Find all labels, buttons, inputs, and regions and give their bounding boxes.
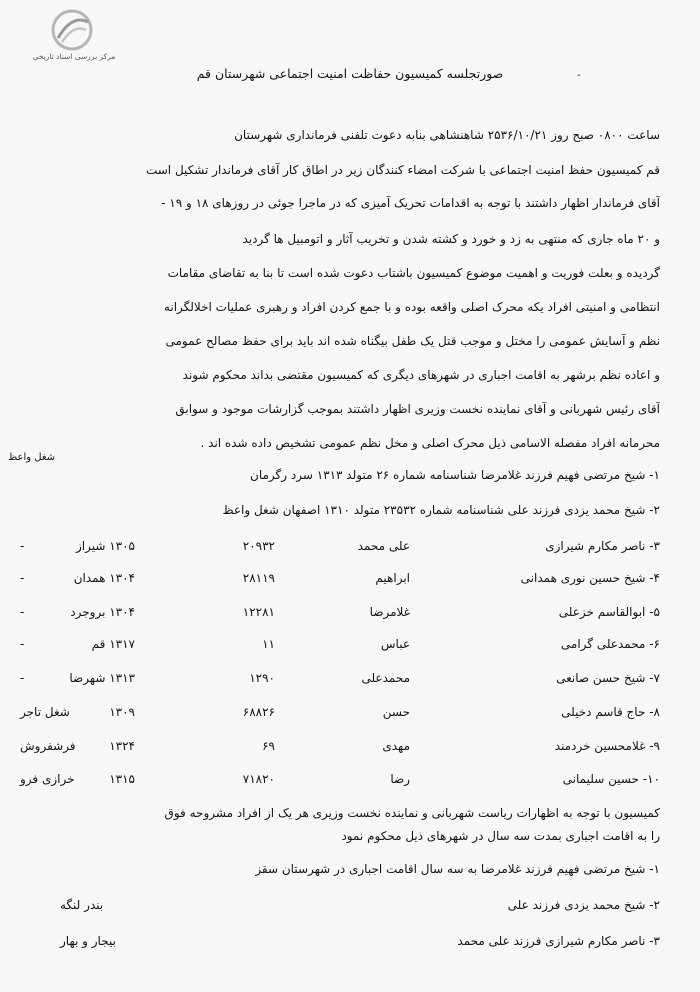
father-name-cell: علی محمد xyxy=(357,539,410,553)
intro-line: انتظامی و امنیتی افراد یکه محرک اصلی واقعه بوده و با جمع کردن افراد و رهبری عملیات اخلالگرانه xyxy=(163,300,660,314)
id-number-cell: ۶۹ xyxy=(262,739,275,753)
occupation-cell: - xyxy=(20,605,25,619)
intro-line: آقای فرماندار اظهار داشتند با توجه به اقدامات تحریک آمیزی که در ماجرا جوئی در روزهای ۱۸ و ۱۹ - xyxy=(161,196,660,210)
father-name-cell: محمدعلی xyxy=(361,671,410,685)
person-name-cell: ۵- ابوالقاسم خزعلی xyxy=(558,605,660,619)
id-number-cell: ۱۱ xyxy=(262,637,275,651)
occupation-cell: - xyxy=(20,637,25,651)
father-name-cell: ابراهیم xyxy=(375,571,410,585)
person-name-cell: ۸- حاج قاسم دخیلی xyxy=(561,705,660,719)
birth-cell: ۱۳۱۵ xyxy=(109,772,135,786)
person-name-cell: ۷- شیخ حسن صانعی xyxy=(556,671,660,685)
decision-line: کمیسیون با توجه به اظهارات ریاست شهربانی و نماینده نخست وزیری هر یک از افراد مشروحه فوق xyxy=(164,806,660,820)
father-name-cell: حسن xyxy=(382,705,410,719)
id-number-cell: ۷۱۸۲۰ xyxy=(242,772,275,786)
person-line: ۱- شیخ مرتضی فهیم فرزند غلامرضا شناسنامه شماره ۲۶ متولد ۱۳۱۳ سرد رگرمان xyxy=(250,468,660,482)
top-dash: - xyxy=(577,70,581,81)
birth-cell: ۱۳۰۴ بروجرد xyxy=(70,605,135,619)
birth-cell: ۱۳۱۳ شهرضا xyxy=(69,671,135,685)
person-details: شیخ محمد یزدی فرزند علی شناسنامه شماره ۲۳۵۳۲ متولد ۱۳۱۰ اصفهان شغل واعظ xyxy=(222,503,646,517)
person-name-cell: ۱۰- حسین سلیمانی xyxy=(562,772,660,786)
conviction-text: ۳- ناصر مکارم شیرازی فرزند علی محمد xyxy=(457,934,660,948)
intro-line: قم کمیسیون حفظ امنیت اجتماعی با شرکت امضاء کنندگان زیر در اطاق کار آقای فرماندار تشکیل است xyxy=(145,163,660,177)
archive-logo xyxy=(14,8,134,60)
father-name-cell: رضا xyxy=(390,772,410,786)
person-row xyxy=(20,605,660,621)
occupation-cell: - xyxy=(20,571,25,585)
father-name-cell: مهدی xyxy=(382,739,410,753)
person-line: ۲- شیخ محمد یزدی فرزند علی شناسنامه شماره ۲۳۵۳۲ متولد ۱۳۱۰ اصفهان شغل واعظ xyxy=(222,503,660,517)
intro-line: ساعت ۰۸۰۰ صبح روز ۲۵۳۶/۱۰/۲۱ شاهنشاهی بنابه دعوت تلفنی فرمانداری شهرستان xyxy=(234,128,660,142)
conviction-text: ۱- شیخ مرتضی فهیم فرزند غلامرضا به سه سال اقامت اجباری در شهرستان سقز xyxy=(255,862,660,876)
person-name-cell: ۹- غلامحسین خردمند xyxy=(554,739,660,753)
person-row xyxy=(20,539,660,555)
occupation-cell: فرشفروش xyxy=(20,739,76,753)
person-row xyxy=(20,671,660,687)
intro-line: محرمانه افراد مفصله الاسامی ذیل محرک اصلی و مخل نظم عمومی تشخیص داده شده اند . xyxy=(200,436,660,450)
person-row xyxy=(20,571,660,587)
intro-line: و اعاده نظم برشهر به اقامت اجباری در شهرهای دیگری که کمیسیون مقتضی بداند محکوم شوند xyxy=(182,368,660,382)
person-name-cell: ۳- ناصر مکارم شیرازی xyxy=(545,539,660,553)
conviction-row xyxy=(20,862,660,878)
birth-cell: ۱۳۱۷ قم xyxy=(91,637,135,651)
id-number-cell: ۶۸۸۲۶ xyxy=(242,705,275,719)
person-number: ۲ xyxy=(653,503,660,517)
exile-city: بندر لنگه xyxy=(60,898,104,912)
conviction-text: ۲- شیخ محمد یزدی فرزند علی xyxy=(507,898,660,912)
birth-cell: ۱۳۲۴ xyxy=(109,739,135,753)
archive-emblem-icon xyxy=(44,8,100,52)
occupation-cell: شغل تاجر xyxy=(20,705,70,719)
person-row xyxy=(20,705,660,721)
person-row xyxy=(20,468,660,484)
logo-caption: مرکز بررسی اسناد تاریخی xyxy=(32,52,116,61)
father-name-cell: غلامرضا xyxy=(369,605,410,619)
person-details: شیخ مرتضی فهیم فرزند غلامرضا شناسنامه شماره ۲۶ متولد ۱۳۱۳ سرد رگرمان xyxy=(250,468,646,482)
decision-line: را به اقامت اجباری بمدت سه سال در شهرهای ذیل محکوم نمود xyxy=(341,829,660,843)
birth-cell: ۱۳۰۹ xyxy=(109,705,135,719)
intro-line: نظم و آسایش عمومی را مختل و موجب قتل یک طفل بیگناه شده اند باید برای حفظ مصالح عمومی xyxy=(165,334,660,348)
occupation-cell: - xyxy=(20,539,25,553)
person-name-cell: ۶- محمدعلی گرامی xyxy=(560,637,660,651)
person-row xyxy=(20,739,660,755)
intro-line: آقای رئیس شهربانی و آقای نماینده نخست وزیری اظهار داشتند بموجب گزارشات موجود و سوابق xyxy=(175,402,660,416)
person-row xyxy=(20,772,660,788)
person-occupation-note: شغل واعظ xyxy=(8,452,56,463)
person-row xyxy=(20,503,660,519)
birth-cell: ۱۳۰۵ شیراز xyxy=(75,539,135,553)
occupation-cell: - xyxy=(20,671,25,685)
person-number: ۱ xyxy=(653,468,660,482)
person-name-cell: ۴- شیخ حسین نوری همدانی xyxy=(520,571,660,585)
id-number-cell: ۲۸۱۱۹ xyxy=(242,571,275,585)
intro-line: و ۲۰ ماه جاری که منتهی به زد و خورد و کشته شدن و تخریب آثار و اتومبیل ها گردید xyxy=(242,232,660,246)
id-number-cell: ۱۲۹۰ xyxy=(249,671,275,685)
father-name-cell: عباس xyxy=(380,637,410,651)
birth-cell: ۱۳۰۴ همدان xyxy=(73,571,135,585)
person-row xyxy=(20,637,660,653)
id-number-cell: ۲۰۹۳۲ xyxy=(242,539,275,553)
id-number-cell: ۱۲۲۸۱ xyxy=(242,605,275,619)
intro-line: گردیده و بعلت فوریت و اهمیت موضوع کمیسیون باشتاب دعوت شده است تا بنا به تقاضای مقامات xyxy=(167,266,660,280)
conviction-row xyxy=(20,898,660,914)
exile-city: بیجار و بهار xyxy=(60,934,116,948)
conviction-row xyxy=(20,934,660,950)
document-title: صورتجلسه کمیسیون حفاظت امنیت اجتماعی شهرستان قم xyxy=(196,66,504,81)
occupation-cell: خرازی فرو xyxy=(20,772,75,786)
